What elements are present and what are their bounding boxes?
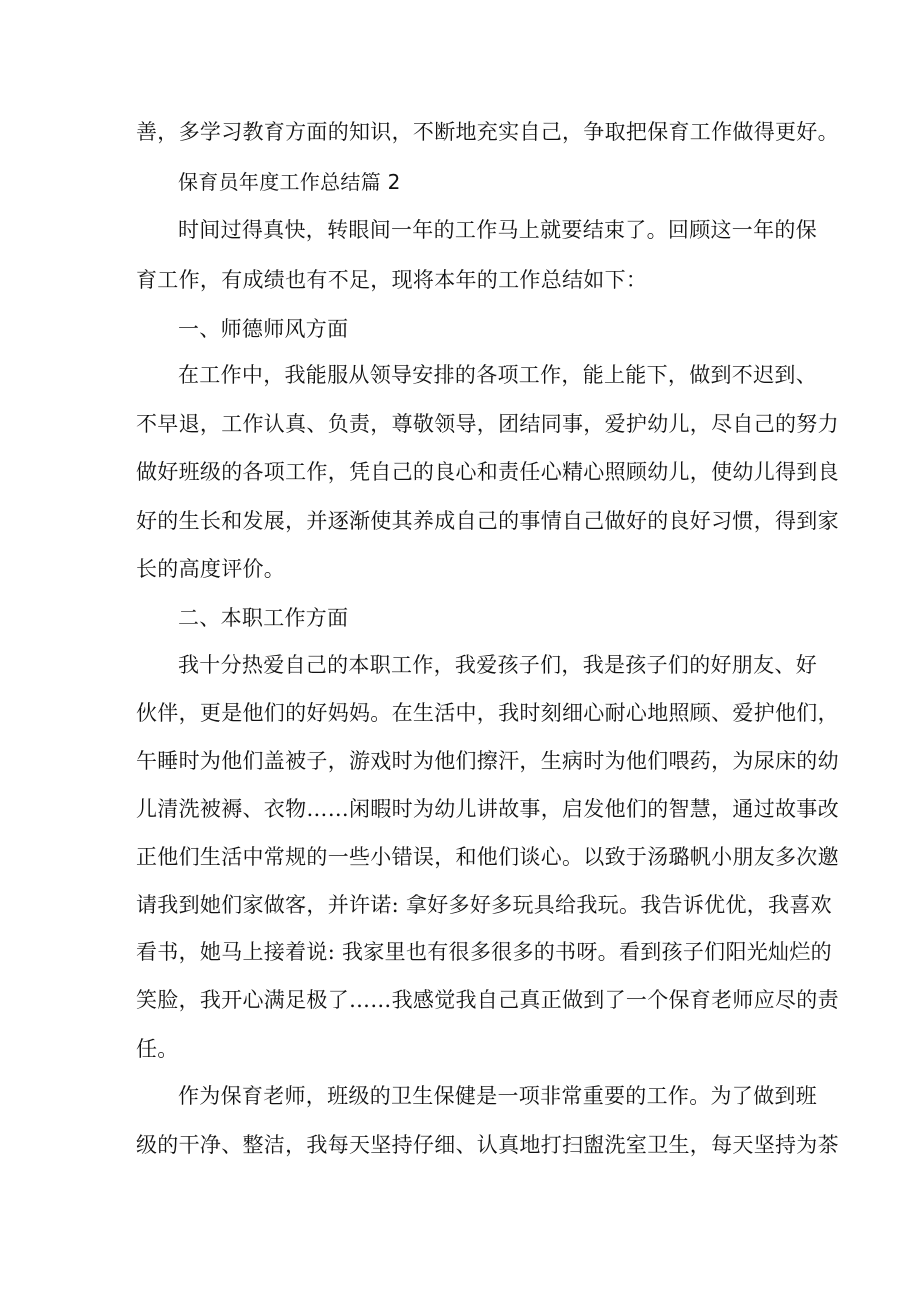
text-line: 不早退，工作认真、负责，尊敬领导，团结同事，爱护幼儿，尽自己的努力	[136, 412, 839, 436]
text-line: 作为保育老师，班级的卫生保健是一项非常重要的工作。为了做到班	[178, 1084, 817, 1108]
text-line: 儿清洗被褥、衣物……闲暇时为幼儿讲故事，启发他们的智慧，通过故事改	[136, 797, 839, 821]
text-line: 正他们生活中常规的一些小错误，和他们谈心。以致于汤璐帆小朋友多次邀	[136, 845, 839, 869]
text-line: 好的生长和发展，并逐渐使其养成自己的事情自己做好的良好习惯，得到家	[136, 509, 839, 533]
text-line: 长的高度评价。	[136, 557, 286, 581]
text-line: 笑脸，我开心满足极了……我感觉我自己真正做到了一个保育老师应尽的责	[136, 988, 839, 1012]
text-line: 伙伴，更是他们的好妈妈。在生活中，我时刻细心耐心地照顾、爱护他们，	[136, 701, 839, 725]
text-line: 级的干净、整洁，我每天坚持仔细、认真地打扫盥洗室卫生，每天坚持为茶	[136, 1133, 839, 1157]
text-line: 做好班级的各项工作，凭自己的良心和责任心精心照顾幼儿，使幼儿得到良	[136, 460, 839, 484]
section-title: 保育员年度工作总结篇 2	[178, 170, 401, 194]
text-line: 时间过得真快，转眼间一年的工作马上就要结束了。回顾这一年的保	[178, 218, 817, 242]
text-line: 善，多学习教育方面的知识，不断地充实自己，争取把保育工作做得更好。	[136, 120, 839, 144]
text-line: 午睡时为他们盖被子，游戏时为他们擦汗，生病时为他们喂药，为尿床的幼	[136, 749, 839, 773]
subheading: 一、师德师风方面	[178, 317, 349, 341]
text-line: 看书，她马上接着说: 我家里也有很多很多的书呀。看到孩子们阳光灿烂的	[136, 940, 832, 964]
text-line: 任。	[136, 1037, 179, 1061]
text-line: 请我到她们家做客，并许诺: 拿好多好多玩具给我玩。我告诉优优，我喜欢	[136, 893, 832, 917]
subheading: 二、本职工作方面	[178, 606, 349, 630]
text-line: 育工作，有成绩也有不足，现将本年的工作总结如下：	[136, 268, 648, 292]
text-line: 我十分热爱自己的本职工作，我爱孩子们，我是孩子们的好朋友、好	[178, 653, 817, 677]
text-line: 在工作中，我能服从领导安排的各项工作，能上能下，做到不迟到、	[178, 363, 817, 387]
